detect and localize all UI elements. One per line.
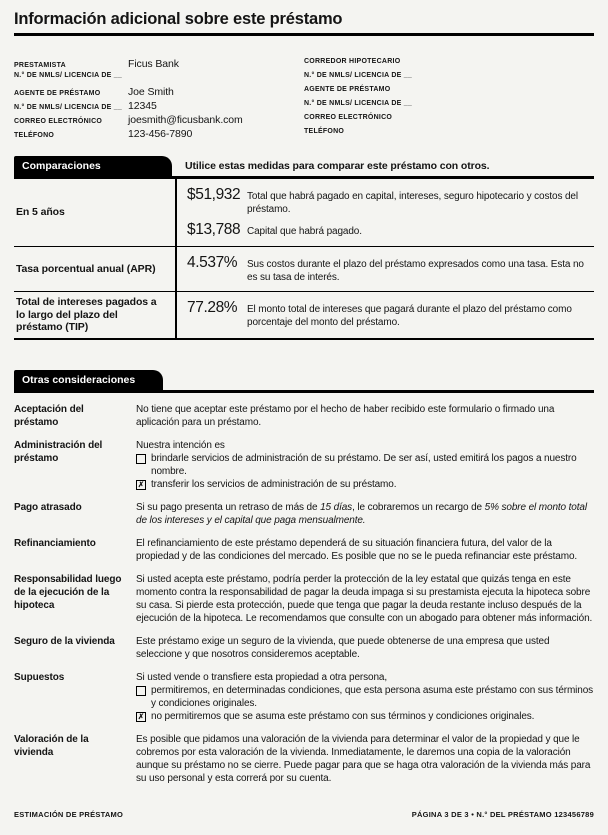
contact-value: 123-456-7890 [128,128,193,140]
checkbox-unchecked-icon [136,686,146,696]
row-text: Si usted acepta este préstamo, podría perder la protección de la ley estatal que quizás tenga en este momento contra la responsabilidad de pagar la deuda impaga si su prestamista ejecuta la hipoteca sobre su casa. Si pierde esta protección, puede que tenga que pagar la deuda restante incluso después de la ejecución de la hipoteca. Le recomendamos que consulte con un abogado para obtener más información. [136,573,593,624]
page-title: Información adicional sobre este préstamo [14,10,343,28]
comparisons-section [14,156,594,340]
servicing-option-1 [136,452,594,478]
contact-label: N.° DE NMLS/ LICENCIA DE __ [14,72,123,79]
row-text: Es posible que pidamos una valoración de la vivienda para determinar el valor de la propiedad y que le cobremos por esta valoración de la vivienda. Inmediatamente, le daremos una copia de la valoración aunque su préstamo no se cierre. Puede pagar para que se haga otra valoración de la vivienda más para su uso personal y esta correrá por su cuenta. [136,733,591,784]
amount-value: $51,932 [187,186,241,203]
row-cell [175,247,594,291]
consideration-row-insurance [14,635,594,661]
contact-label: AGENTE DE PRÉSTAMO [14,90,101,97]
row-label: Aceptación del préstamo [14,403,84,428]
amount-description: Total que habrá pagado en capital, intereses, seguro hipotecario y costos del préstamo. [247,191,578,215]
assumptions-option-2 [136,710,594,723]
contact-row [304,72,594,86]
contact-label: CORREDOR HIPOTECARIO [304,58,401,65]
row-text [136,439,594,491]
table-row [14,291,594,338]
consideration-row-liability [14,573,594,625]
row-label: Seguro de la vivienda [14,635,115,647]
amount-description: El monto total de intereses que pagará durante el plazo del préstamo como porcentaje del monto del préstamo. [247,304,572,328]
contact-row [14,58,304,72]
contact-row [304,128,594,142]
comparisons-table [14,176,594,340]
row-text [136,501,594,527]
comparison-entry [187,254,590,284]
page-footer [14,810,594,819]
row-text: Este préstamo exige un seguro de la vivienda, que puede obtenerse de una empresa que usted seleccione y que nosotros consideremos aceptable. [136,635,550,660]
lender-contact-block [14,58,304,142]
contact-label: CORREO ELECTRÓNICO [14,118,103,125]
option-text: brindarle servicios de administración de su préstamo. De ser así, usted emitirá los pagos a nuestro nombre. [151,452,577,477]
checkbox-checked-icon: ✗ [137,711,145,721]
contact-row [304,86,594,100]
contact-row [14,86,304,100]
servicing-option-2 [136,478,594,491]
row-label: Tasa porcentual anual (APR) [16,262,156,275]
option-text: permitiremos, en determinadas condiciones, que esta persona asuma este préstamo con sus términos y condiciones originales. [151,684,594,709]
row-label: Total de intereses pagados a lo largo del plazo del préstamo (TIP) [16,296,157,333]
amount-value: 4.537% [187,254,238,271]
checkbox-unchecked-icon [136,454,146,464]
row-text [136,671,594,723]
contact-value: Joe Smith [128,86,174,98]
text-part-italic: 5% sobre el monto total de los intereses y el capital que paga mensualmente. [136,501,587,526]
other-considerations-section [14,370,594,785]
contact-label: CORREO ELECTRÓNICO [304,114,393,121]
amount-description: Sus costos durante el plazo del préstamo expresados como una tasa. Esta no es su tasa de interés. [247,259,584,283]
contact-value: Ficus Bank [128,58,179,70]
text-part-italic: 15 días [320,501,353,513]
assumptions-intro: Si usted vende o transfiere esta propiedad a otra persona, [136,671,387,683]
row-text: No tiene que aceptar este préstamo por el hecho de haber recibido este formulario o firmado una aplicación para un préstamo. [136,403,555,428]
amount-value: 77.28% [187,299,238,316]
contact-row [304,100,594,114]
contact-row [14,114,304,128]
consideration-row-acceptance [14,403,594,429]
contact-label: N.° DE NMLS/ LICENCIA DE __ [14,104,123,111]
contact-label: TELÉFONO [14,132,55,139]
row-label: Refinanciamiento [14,537,96,549]
contact-row [304,58,594,72]
contact-row [14,128,304,142]
consideration-row-servicing [14,439,594,491]
row-label: Valoración de la vivienda [14,733,89,758]
comparison-entry [187,221,590,239]
assumptions-option-1 [136,684,594,710]
consideration-row-assumptions [14,671,594,723]
other-considerations-tab: Otras consideraciones [14,370,163,390]
consideration-row-appraisal [14,733,594,785]
table-row [14,246,594,291]
contact-label: TELÉFONO [304,128,345,135]
contact-label: N.° DE NMLS/ LICENCIA DE __ [304,100,413,107]
amount-value: $13,788 [187,221,241,238]
consideration-row-refinance [14,537,594,563]
comparisons-header-row [14,156,594,176]
footer-form-name: ESTIMACIÓN DE PRÉSTAMO [14,810,124,819]
contact-row [14,100,304,114]
comparison-entry [187,186,590,216]
row-label: Responsabilidad luego de la ejecución de la hipoteca [14,573,122,611]
contact-value: 12345 [128,100,157,112]
text-part: , le cobraremos un recargo de [352,501,485,513]
contact-row [304,114,594,128]
row-cell [175,179,594,246]
table-row [14,179,594,246]
row-cell [175,292,594,338]
amount-description: Capital que habrá pagado. [247,226,362,237]
comparison-entry [187,299,590,329]
other-considerations-header-row [14,370,594,393]
contact-label: AGENTE DE PRÉSTAMO [304,86,391,93]
option-text: transferir los servicios de administración de su préstamo. [151,478,397,490]
contact-info-section [14,58,594,142]
consideration-row-late-payment [14,501,594,527]
contact-label: N.° DE NMLS/ LICENCIA DE __ [304,72,413,79]
row-text: El refinanciamiento de este préstamo dependerá de su situación financiera futura, del valor de la propiedad y de las condiciones del mercado. Es posible que no se le pueda refinanciar este préstamo. [136,537,578,562]
contact-row [14,72,304,86]
row-label: Pago atrasado [14,501,82,513]
row-label: Administración del préstamo [14,439,103,464]
broker-contact-block [304,58,594,142]
contact-label: PRESTAMISTA [14,62,66,69]
checkbox-checked-icon: ✗ [137,479,145,489]
contact-value: joesmith@ficusbank.com [128,114,243,126]
option-text: no permitiremos que se asuma este préstamo con sus términos y condiciones originales. [151,710,535,722]
comparisons-tab: Comparaciones [14,156,172,176]
row-label: En 5 años [16,206,65,219]
text-part: Si su pago presenta un retraso de más de [136,501,321,513]
footer-page-info: PÁGINA 3 DE 3 • N.° DEL PRÉSTAMO 123456789 [411,810,594,819]
servicing-intro: Nuestra intención es [136,439,225,451]
title-divider [14,33,594,36]
row-label: Supuestos [14,671,65,683]
comparisons-instruction: Utilice estas medidas para comparar este préstamo con otros. [185,160,490,172]
